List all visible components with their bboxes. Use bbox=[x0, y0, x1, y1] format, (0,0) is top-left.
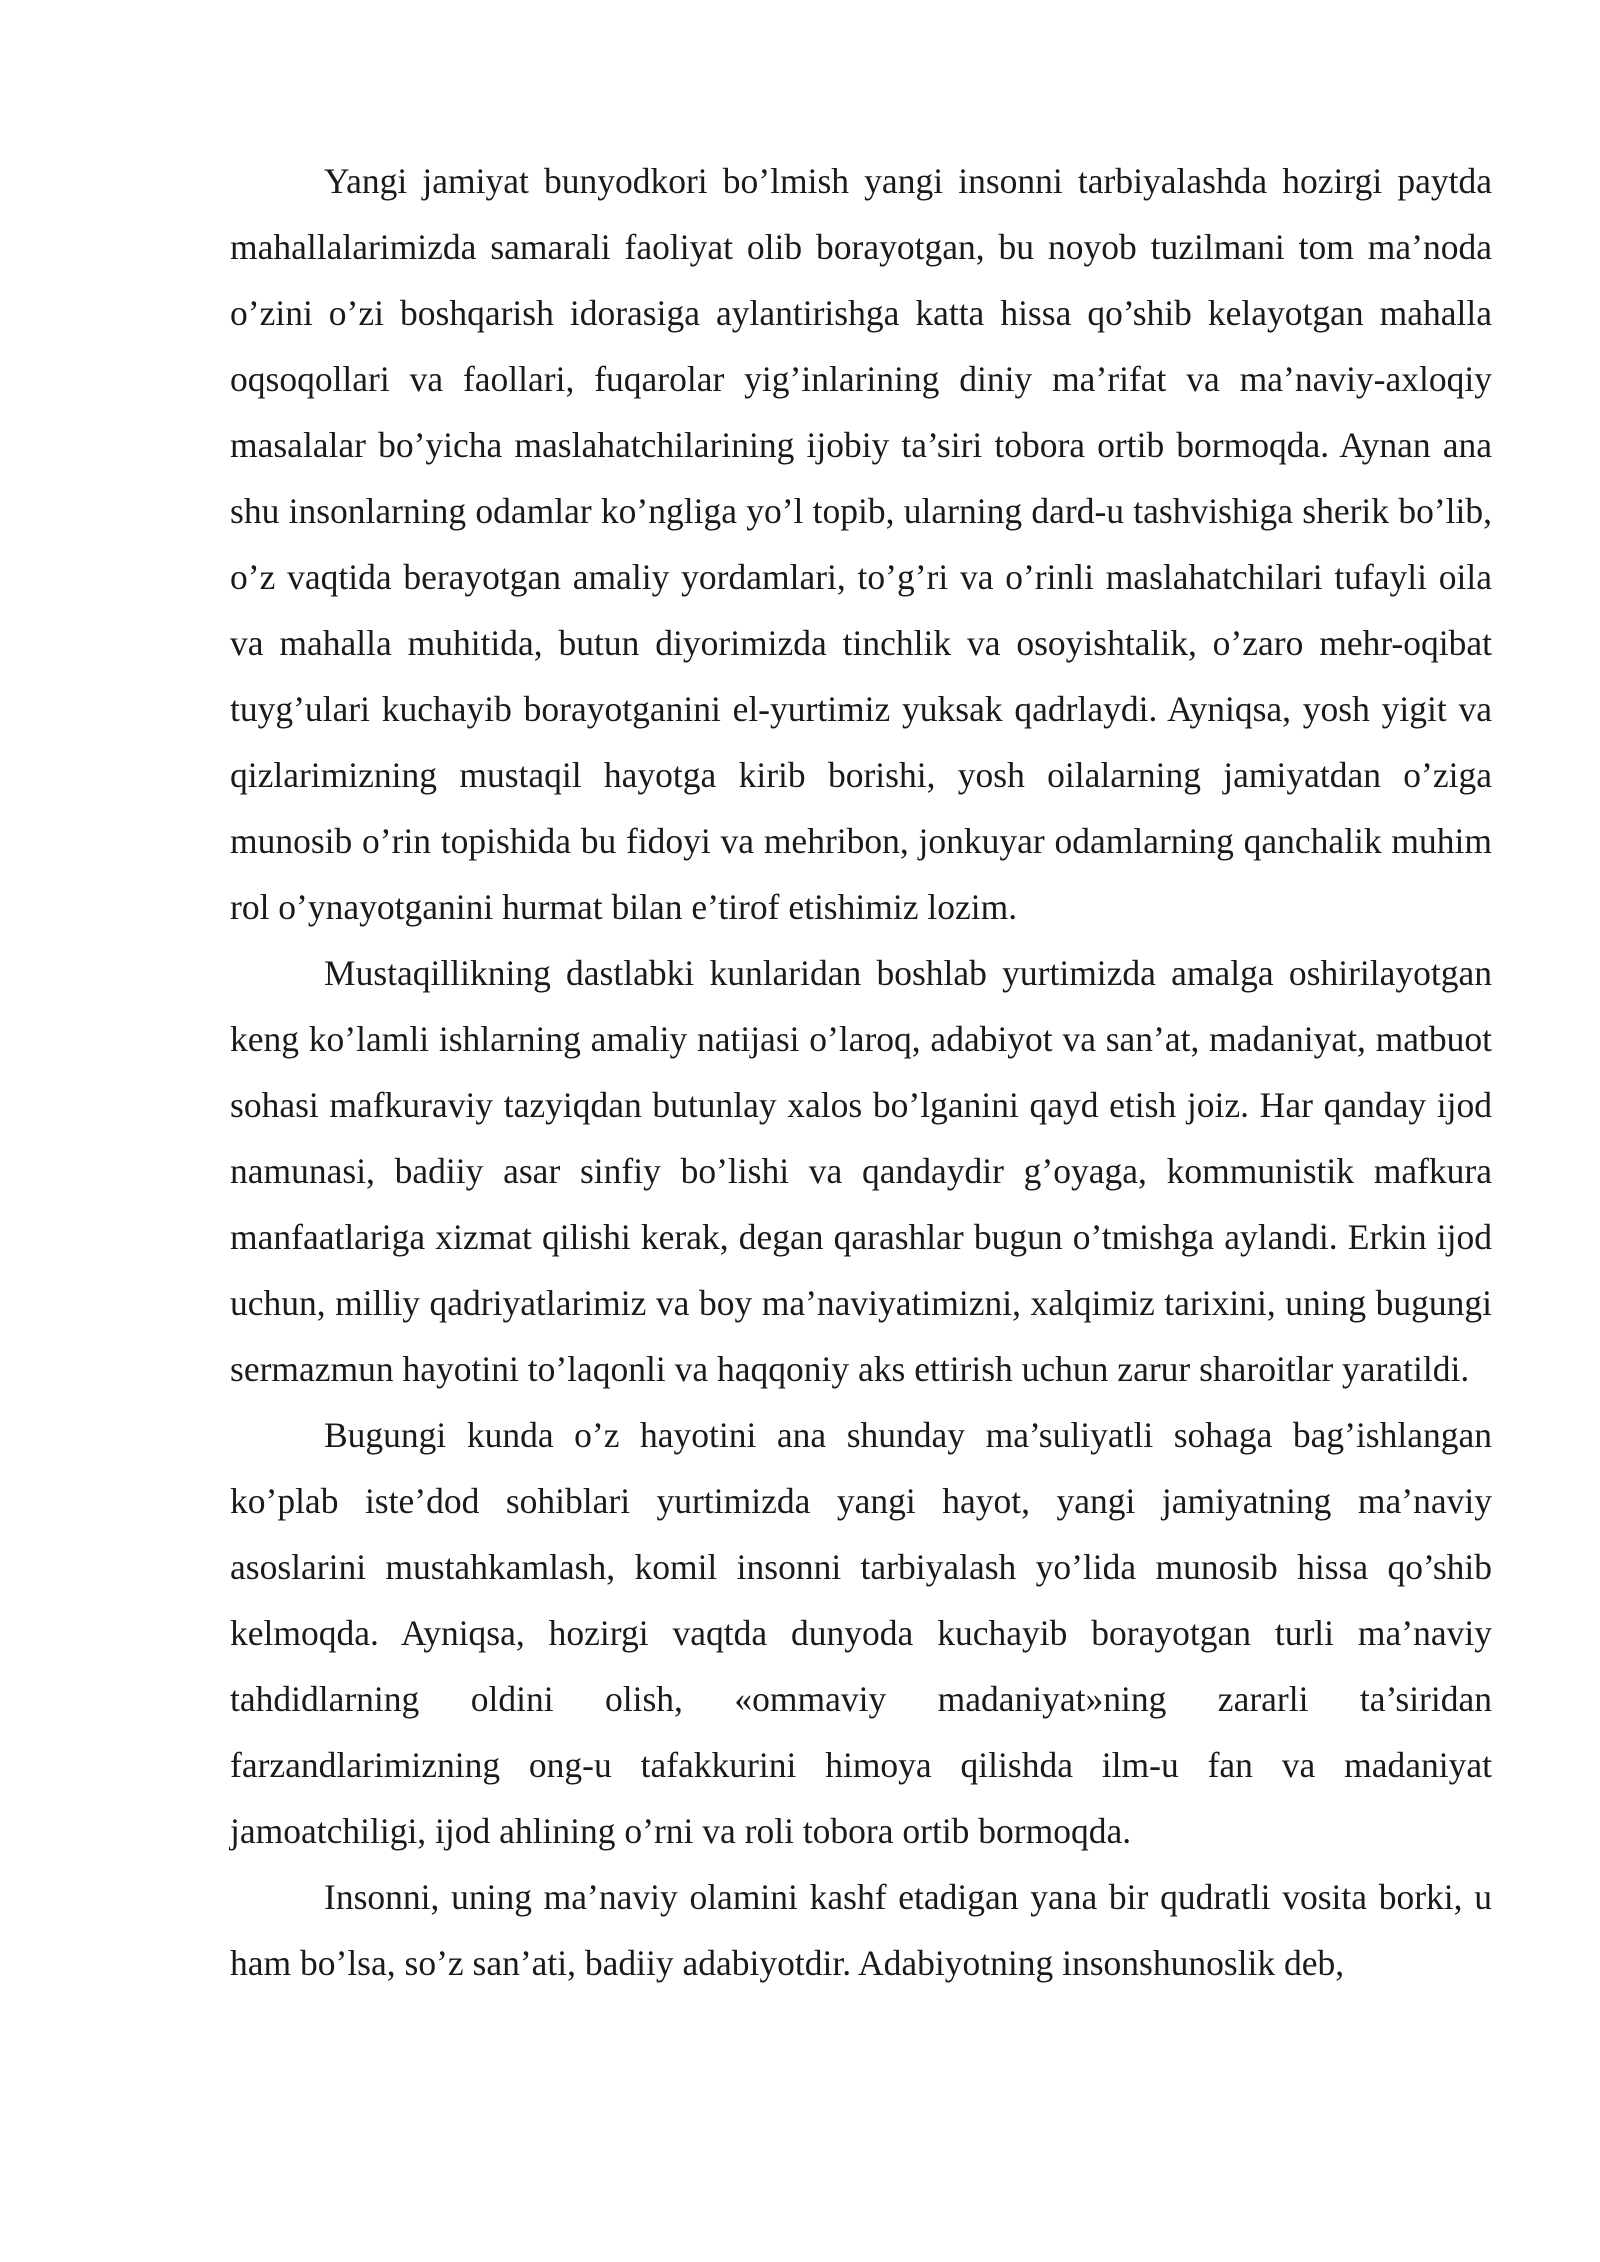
paragraph-4: Insonni, uning ma’naviy olamini kashf etadigan yana bir qudratli vosita borki, u ham bo’lsa, so’z san’ati, badiiy adabiyotdir. Adabiyotning insonshunoslik deb, bbox=[230, 1877, 1492, 1983]
paragraph-3: Bugungi kunda o’z hayotini ana shunday ma’suliyatli sohaga bag’ishlangan ko’plab iste’dod sohiblari yurtimizda yangi hayot, yangi jamiyatning ma’naviy asoslarini mustahkamlash, komil insonni tarbiyalash yo’lida munosib hissa qo’shib kelmoqda. Ayniqsa, hozirgi vaqtda dunyoda kuchayib borayotgan turli ma’naviy tahdidlarning oldini olish, «ommaviy madaniyat»ning zararli ta’siridan farzandlarimizning ong-u tafakkurini himoya qilishda ilm-u fan va madaniyat jamoatchiligi, ijod ahlining o’rni va roli tobora ortib bormoqda. bbox=[230, 1415, 1492, 1851]
document-body bbox=[230, 148, 1492, 1996]
paragraph-1: Yangi jamiyat bunyodkori bo’lmish yangi insonni tarbiyalashda hozirgi paytda mahallalarimizda samarali faoliyat olib borayotgan, bu noyob tuzilmani tom ma’noda o’zini o’zi boshqarish idorasiga aylantirishga katta hissa qo’shib kelayotgan mahalla oqsoqollari va faollari, fuqarolar yig’inlarining diniy ma’rifat va ma’naviy-axloqiy masalalar bo’yicha maslahatchilarining ijobiy ta’siri tobora ortib bormoqda. Aynan ana shu insonlarning odamlar ko’ngliga yo’l topib, ularning dard-u tashvishiga sherik bo’lib, o’z vaqtida berayotgan amaliy yordamlari, to’g’ri va o’rinli maslahatchilari tufayli oila va mahalla muhitida, butun diyorimizda tinchlik va osoyishtalik, o’zaro mehr-oqibat tuyg’ulari kuchayib borayotganini el-yurtimiz yuksak qadrlaydi. Ayniqsa, yosh yigit va qizlarimizning mustaqil hayotga kirib borishi, yosh oilalarning jamiyatdan o’ziga munosib o’rin topishida bu fidoyi va mehribon, jonkuyar odamlarning qanchalik muhim rol o’ynayotganini hurmat bilan e’tirof etishimiz lozim. bbox=[230, 161, 1492, 927]
paragraph-2: Mustaqillikning dastlabki kunlaridan boshlab yurtimizda amalga oshirilayotgan keng ko’lamli ishlarning amaliy natijasi o’laroq, adabiyot va san’at, madaniyat, matbuot sohasi mafkuraviy tazyiqdan butunlay xalos bo’lganini qayd etish joiz. Har qanday ijod namunasi, badiiy asar sinfiy bo’lishi va qandaydir g’oyaga, kommunistik mafkura manfaatlariga xizmat qilishi kerak, degan qarashlar bugun o’tmishga aylandi. Erkin ijod uchun, milliy qadriyatlarimiz va boy ma’naviyatimizni, xalqimiz tarixini, uning bugungi sermazmun hayotini to’laqonli va haqqoniy aks ettirish uchun zarur sharoitlar yaratildi. bbox=[230, 953, 1492, 1389]
